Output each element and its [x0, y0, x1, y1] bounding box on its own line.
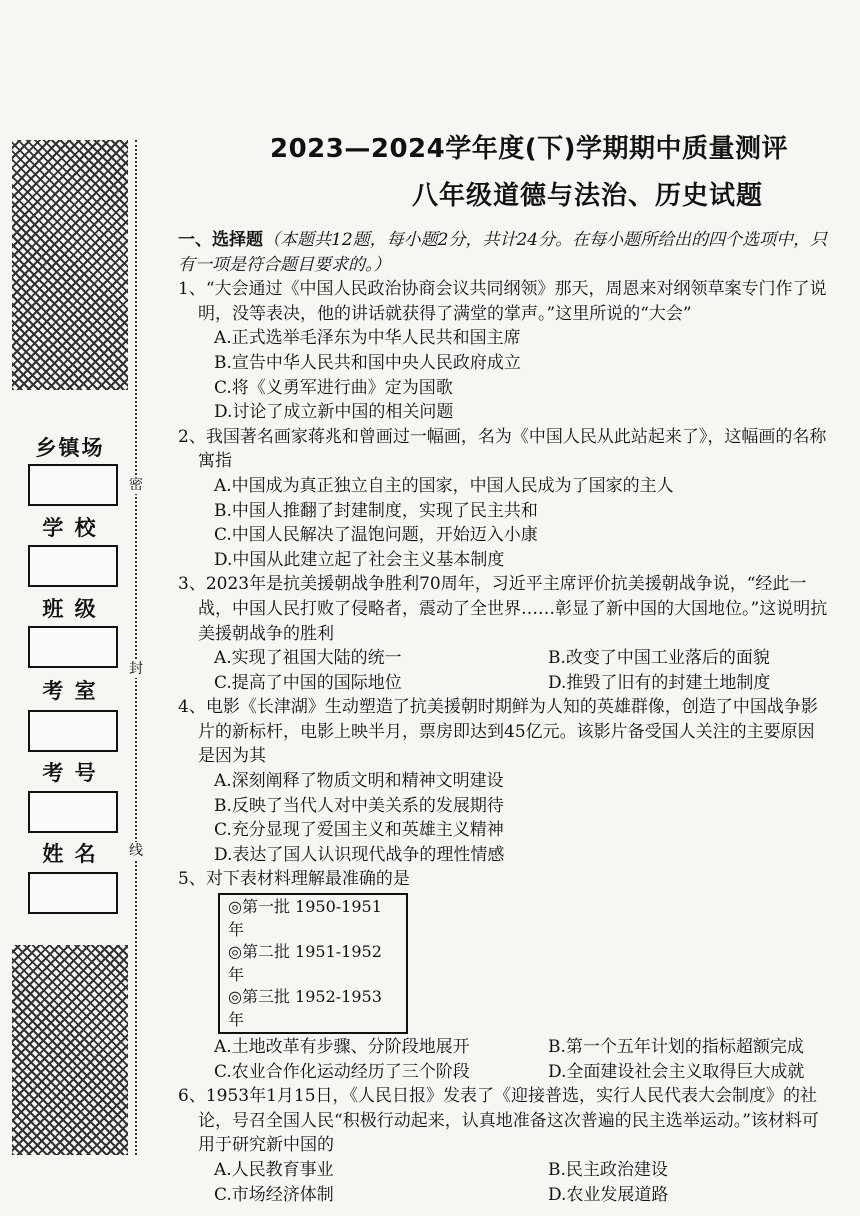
table-row: ◎第一批 1950-1951 年	[228, 897, 382, 939]
field-label-exam-room: 考 室	[42, 678, 98, 703]
question-stem: 5、对下表材料理解最准确的是	[178, 869, 410, 890]
option-c: C.充分显现了爱国主义和英雄主义精神	[214, 820, 504, 841]
option-b: B.反映了当代人对中美关系的发展期待	[214, 795, 504, 816]
option-d: D.中国从此建立起了社会主义基本制度	[214, 549, 505, 570]
question-stem: 6、1953年1月15日，《人民日报》发表了《迎接普选，实行人民代表大会制度》的社论，号召全国人民“积极行动起来，认真地准备这次普遍的民主选举运动。”该材料可用于研究新中国的	[178, 1086, 819, 1156]
option-d: D.全面建设社会主义取得巨大成就	[548, 1061, 805, 1082]
binding-dotted-line	[135, 140, 137, 1155]
option-b: B.第一个五年计划的指标超额完成	[548, 1037, 804, 1058]
option-c: C.将《义勇军进行曲》定为国歌	[214, 377, 453, 398]
field-box-name[interactable]	[28, 872, 118, 914]
question-2	[178, 425, 828, 573]
option-a: A.人民教育事业	[214, 1160, 334, 1180]
option-a: A.土地改革有步骤、分阶段地展开	[214, 1037, 470, 1058]
question-body	[178, 228, 828, 1207]
section-title: 一、选择题	[178, 230, 263, 250]
question-3	[178, 572, 828, 695]
section-note: （本题共12题，每小题2分，共计24分。在每小题所给出的四个选项中，只有一项是符合题目要求的。）	[178, 230, 828, 275]
seal-char-mi: 密	[129, 477, 143, 493]
field-box-class[interactable]	[28, 626, 118, 668]
option-d: D.讨论了成立新中国的相关问题	[214, 402, 454, 423]
option-row	[178, 671, 828, 696]
question-stem: 2、我国著名画家蒋兆和曾画过一幅画，名为《中国人民从此站起来了》，这幅画的名称寓指	[178, 426, 827, 472]
field-box-exam-number[interactable]	[28, 791, 118, 833]
field-label-township: 乡镇场	[35, 435, 105, 460]
exam-subtitle: 八年级道德与法治、历史试题	[412, 181, 764, 211]
option-b: B.改变了中国工业落后的面貌	[548, 648, 770, 669]
option-c: C.农业合作化运动经历了三个阶段	[214, 1061, 470, 1082]
field-label-name: 姓 名	[42, 841, 98, 866]
field-label-school: 学 校	[42, 515, 98, 540]
option-c: C.提高了中国的国际地位	[214, 672, 402, 693]
decorative-pattern-bottom	[12, 945, 128, 1155]
option-d: D.表达了国人认识现代战争的理性情感	[214, 844, 505, 865]
field-box-exam-room[interactable]	[28, 710, 118, 752]
option-c: C.市场经济体制	[214, 1184, 334, 1205]
option-a: A.中国成为真正独立自主的国家，中国人民成为了国家的主人	[214, 475, 674, 496]
option-d: D.农业发展道路	[548, 1184, 669, 1205]
option-b: B.中国人推翻了封建制度，实现了民主共和	[214, 500, 538, 521]
question-stem: 3、2023年是抗美援朝战争胜利70周年，习近平主席评价抗美援朝战争说，“经此一战，中国人民打败了侵略者，震动了全世界……彰显了新中国的大国地位。”这说明抗美援朝战争的胜利	[178, 574, 828, 644]
field-label-class: 班 级	[42, 596, 98, 621]
question-5	[178, 867, 828, 1084]
option-b: B.宣告中华人民共和国中央人民政府成立	[214, 352, 521, 373]
table-row: ◎第二批 1951-1952 年	[228, 942, 382, 984]
option-row	[178, 646, 828, 671]
option-a: A.正式选举毛泽东为中华人民共和国主席	[214, 328, 521, 349]
option-b: B.民主政治建设	[548, 1160, 668, 1180]
material-table	[218, 893, 408, 1034]
exam-title: 2023—2024学年度(下)学期期中质量测评	[270, 134, 788, 164]
option-a: A.深刻阐释了物质文明和精神文明建设	[214, 771, 504, 792]
question-stem: 1、“大会通过《中国人民政治协商会议共同纲领》那天，周恩来对纲领草案专门作了说明，没等表决，他的讲话就获得了满堂的掌声。”这里所说的“大会”	[178, 279, 827, 324]
option-c: C.中国人民解决了温饱问题，开始迈入小康	[214, 525, 538, 546]
seal-char-feng: 封	[129, 661, 143, 677]
option-d: D.推毁了旧有的封建土地制度	[548, 672, 771, 693]
field-box-township[interactable]	[28, 464, 118, 506]
seal-char-xian: 线	[129, 843, 143, 859]
table-row: ◎第三批 1952-1953 年	[228, 987, 382, 1029]
option-row	[178, 1060, 828, 1085]
field-label-exam-number: 考 号	[42, 760, 98, 785]
option-row	[178, 1035, 828, 1060]
question-stem: 4、电影《长津湖》生动塑造了抗美援朝时期鲜为人知的英雄群像，创造了中国战争影片的新标杆，电影上映半月，票房即达到45亿元。该影片备受国人关注的主要原因是因为其	[178, 697, 818, 767]
section-heading	[178, 228, 828, 277]
decorative-pattern-top	[12, 140, 128, 390]
option-row	[178, 1183, 828, 1208]
field-box-school[interactable]	[28, 545, 118, 587]
question-4	[178, 695, 828, 867]
option-a: A.实现了祖国大陆的统一	[214, 648, 402, 669]
question-6	[178, 1084, 828, 1207]
option-row	[178, 1158, 828, 1183]
question-1	[178, 277, 828, 425]
